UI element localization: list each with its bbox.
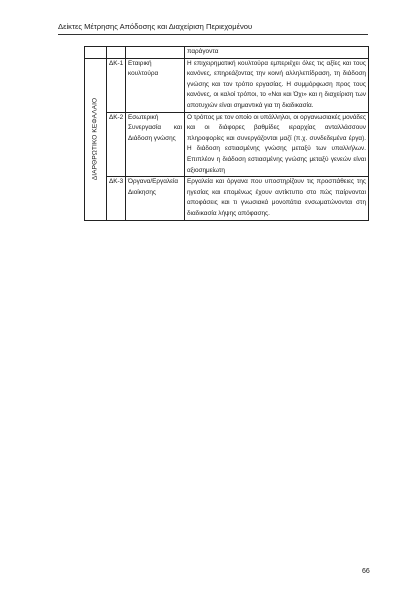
table-row (85, 58, 369, 112)
table-row-continued (85, 47, 369, 59)
blank-cell (126, 47, 185, 59)
row-term: Εταιρική κουλτούρα (126, 58, 185, 112)
page-header (58, 22, 368, 35)
blank-cell (85, 47, 107, 59)
side-label: ΔΙΑΡΘΡΩΤΙΚΟ ΚΕΦΑΛΑΙΟ (91, 97, 99, 181)
row-definition: Ο τρόπος με τον οποίο οι υπάλληλοι, οι οργανωσιακές μονάδες και οι διάφορες βαθμίδες ιεραρχίας ανταλλάσσουν πληροφορίες και συνεργάζονται μαζί (π.χ. συνδεδεμένα έργα). Η διάδοση εστιασμένης γνώσης μεταξύ των υπαλλήλων. Επιπλέον η διάδοση εστιασμένης γνώσης μεταξύ γενεών είναι αξιοσημείωτη (185, 112, 369, 177)
row-code: ΔΚ-1 (107, 58, 126, 112)
table-row (85, 177, 369, 220)
header-title: Δείκτες Μέτρησης Απόδοσης και Διαχείριση Περιεχομένου (58, 22, 253, 31)
row-code: ΔΚ-2 (107, 112, 126, 177)
row-definition: Εργαλεία και όργανα που υποστηρίζουν τις προσπάθειες της ηγεσίας και επομένως έχουν αντίκτυπο στο πώς παίρνονται αποφάσεις και τι γνωσιακά μονοπάτια ενσωματώνονται στη διαδικασία λήψης απόφασης. (185, 177, 369, 220)
continued-text: παράγοντα (185, 47, 369, 59)
blank-cell (107, 47, 126, 59)
row-code: ΔΚ-3 (107, 177, 126, 220)
row-definition: Η επιχειρηματική κουλτούρα εμπεριέχει όλες τις αξίες και τους κανόνες, επηρεάζοντας την κοινή αλληλεπίδραση, τη διάδοση γνώσης και τον τρόπο εργασίας. Η συμμόρφωση προς τους κανόνες, οι καλοί τρόποι, το «Ναι και Όχι» και η διαχείριση των αποτυχιών είναι σημαντικά για τη διαδικασία. (185, 58, 369, 112)
page-number: 66 (362, 568, 370, 575)
side-label-cell (85, 58, 107, 220)
definitions-table (84, 46, 369, 221)
table-row (85, 112, 369, 177)
row-term: Όργανα/Εργαλεία Διοίκησης (126, 177, 185, 220)
row-term: Εσωτερική Συνεργασία και Διάδοση γνώσης (126, 112, 185, 177)
